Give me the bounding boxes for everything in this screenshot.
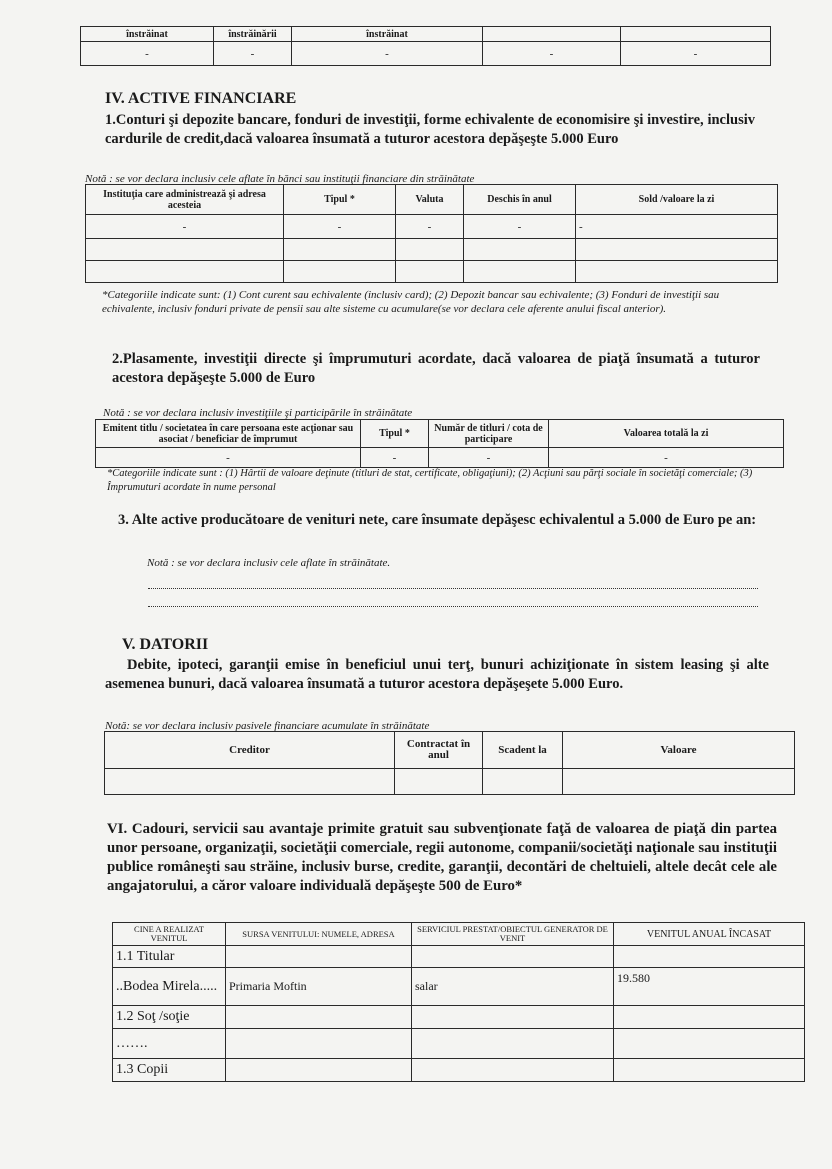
table-cell: - — [284, 215, 396, 239]
top-table-header: înstrăinat — [81, 27, 214, 42]
table-header: Scadent la — [483, 732, 563, 769]
table-cell: ……. — [113, 1029, 226, 1059]
table-cell — [412, 1029, 614, 1059]
table-header: SERVICIUL PRESTAT/OBIECTUL GENERATOR DE VENIT — [412, 923, 614, 946]
section-title: IV. ACTIVE FINANCIARE — [105, 90, 297, 107]
table-cell: - — [214, 42, 292, 66]
table-cell — [412, 946, 614, 968]
table-cell — [226, 1029, 412, 1059]
dotted-line — [148, 588, 758, 589]
top-table-header: înstrăinării — [214, 27, 292, 42]
table-header: CINE A REALIZAT VENITUL — [113, 923, 226, 946]
table-header: Valoare — [563, 732, 795, 769]
table-cell: 19.580 — [614, 968, 805, 1006]
top-table — [80, 26, 771, 66]
table-header: Valoarea totală la zi — [549, 420, 784, 448]
table-cell: - — [96, 448, 361, 468]
top-table-header — [621, 27, 771, 42]
table-header: Deschis în anul — [464, 185, 576, 215]
table-cell — [614, 946, 805, 968]
section-text: VI. Cadouri, servicii sau avantaje primite gratuit sau subvenţionate faţă de valoarea de piaţă din partea unor persoane, organizaţii, societăţii comerciale, regii autonome, companii/societăţi naţionale sau instituţii publice româneşti sau străine, inclusiv burse, credite, garanţii, decontări de cheltuieli, altele decât cele ale angajatorului, a căror valoare individuală depăşeşte 500 de Euro* — [107, 821, 777, 894]
table-header: SURSA VENITULUI: NUMELE, ADRESA — [226, 923, 412, 946]
table-cell: - — [81, 42, 214, 66]
table-cell: - — [292, 42, 483, 66]
accounts-table — [85, 184, 778, 283]
section-heading: 2.Plasamente, investiţii directe şi împrumuturi acordate, dacă valoarea de piaţă însumată a tuturor acestora depăşeşte 5.000 de Euro — [112, 351, 760, 386]
table-header: Emitent titlu / societatea în care persoana este acţionar sau asociat / beneficiar de împrumut — [96, 420, 361, 448]
table-cell: 1.2 Soţ /soţie — [113, 1006, 226, 1029]
table-cell: - — [483, 42, 621, 66]
table-cell — [226, 1006, 412, 1029]
note: Notă: se vor declara inclusiv pasivele financiare acumulate în străinătate — [105, 720, 430, 732]
table-cell: - — [464, 215, 576, 239]
section-heading: 3. Alte active producătoare de venituri nete, care însumate depăşesc echivalentul a 5.000 de Euro pe an: — [118, 512, 757, 528]
section-text: Debite, ipoteci, garanţii emise în beneficiul unui terţ, bunuri achiziţionate în sistem leasing şi alte asemenea bunuri, dacă valoarea însumată a tuturor acestora depăşeşete 5.000 Euro. — [105, 657, 769, 692]
table-cell: ..Bodea Mirela..... — [113, 968, 226, 1006]
table-cell: - — [86, 215, 284, 239]
note: Notă : se vor declara inclusiv cele aflate în bănci sau instituţii financiare din străinătate — [85, 173, 475, 185]
debts-table — [104, 731, 795, 795]
section-title: V. DATORII — [122, 636, 209, 653]
table-cell: - — [361, 448, 429, 468]
section-heading: 1.Conturi şi depozite bancare, fonduri de investiţii, forme echivalente de economisire şi investire, inclusiv cardurile de credit,dacă valoarea însumată a tuturor acestora depăşeşte 5.000 Euro — [105, 112, 755, 147]
gifts-table — [112, 922, 805, 1082]
dotted-line — [148, 606, 758, 607]
table-cell: salar — [412, 968, 614, 1006]
footnote: *Categoriile indicate sunt: (1) Cont curent sau echivalente (inclusiv card); (2) Depozit bancar sau echivalente; (3) Fonduri de investiţii sau echivalente, inclusiv fonduri private de pensii sau alte sisteme cu acumulare(se vor declara cele aferente anului fiscal anterior). — [102, 289, 720, 315]
table-header: Tipul * — [361, 420, 429, 448]
table-cell: 1.1 Titular — [113, 946, 226, 968]
note: Notă : se vor declara inclusiv investiţiile şi participările în străinătate — [103, 407, 413, 419]
table-cell: - — [576, 215, 778, 239]
table-header: Creditor — [105, 732, 395, 769]
table-cell — [614, 1029, 805, 1059]
table-cell — [412, 1059, 614, 1082]
investments-table — [95, 419, 784, 468]
table-header: Număr de titluri / cota de participare — [429, 420, 549, 448]
footnote: *Categoriile indicate sunt : (1) Hârtii de valoare deţinute (titluri de stat, certificate, obligaţiuni); (2) Acţiuni sau părţi sociale în societăţi comerciale; (3) Împrumuturi acordate în nume personal — [107, 468, 753, 493]
table-cell — [226, 1059, 412, 1082]
table-cell: - — [396, 215, 464, 239]
table-cell: - — [621, 42, 771, 66]
table-cell — [614, 1059, 805, 1082]
table-header: Sold /valoare la zi — [576, 185, 778, 215]
note: Notă : se vor declara inclusiv cele aflate în străinătate. — [147, 557, 391, 569]
table-cell — [412, 1006, 614, 1029]
table-header: Valuta — [396, 185, 464, 215]
table-cell — [226, 946, 412, 968]
top-table-header — [483, 27, 621, 42]
table-header: Contractat în anul — [395, 732, 483, 769]
table-header: VENITUL ANUAL ÎNCASAT — [614, 923, 805, 946]
table-cell: - — [549, 448, 784, 468]
table-cell — [614, 1006, 805, 1029]
table-header: Instituţia care administrează şi adresa acesteia — [86, 185, 284, 215]
table-cell: - — [429, 448, 549, 468]
table-cell: 1.3 Copii — [113, 1059, 226, 1082]
table-header: Tipul * — [284, 185, 396, 215]
table-cell: Primaria Moftin — [226, 968, 412, 1006]
top-table-header: înstrăinat — [292, 27, 483, 42]
